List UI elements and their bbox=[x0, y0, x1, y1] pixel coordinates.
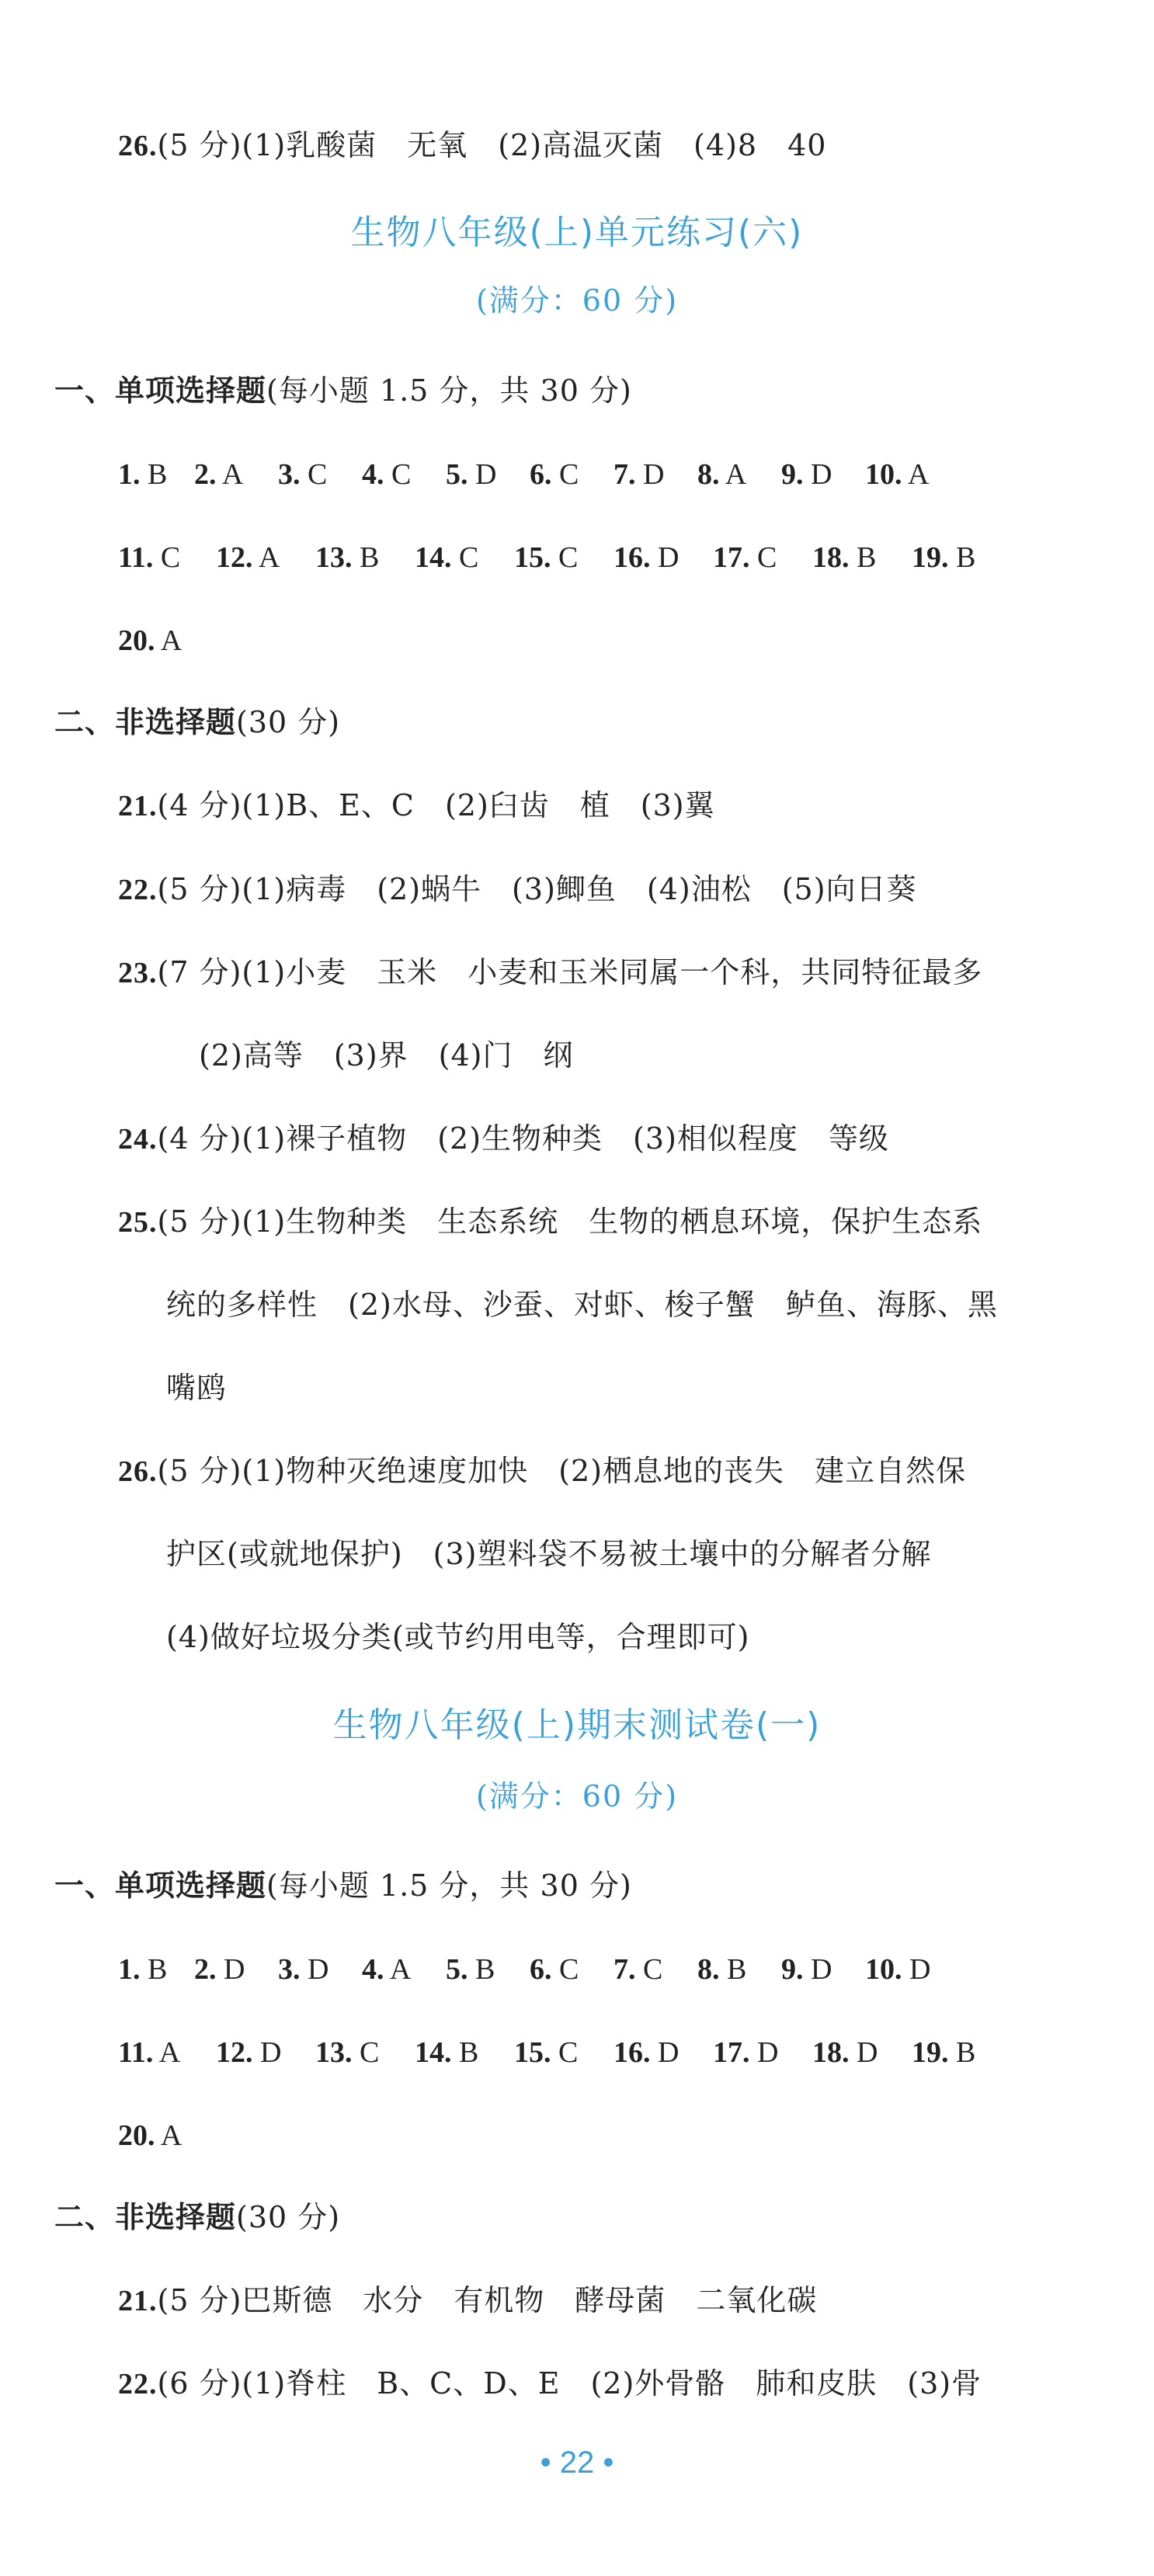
mc-answer-item bbox=[514, 2032, 578, 2072]
answer-letter: B bbox=[719, 1953, 747, 1986]
mc-answer-item bbox=[713, 2032, 778, 2072]
answer-letter: C bbox=[551, 2036, 579, 2069]
mc-answer-item bbox=[315, 537, 379, 577]
answer-q21-unit6 bbox=[118, 786, 715, 826]
question-number: 15. bbox=[514, 541, 551, 574]
mc-answer-item bbox=[216, 537, 280, 577]
answer-letter: D bbox=[902, 1953, 931, 1986]
answer-q25-unit6 bbox=[118, 1202, 982, 1242]
answer-q21-final1 bbox=[118, 2281, 817, 2320]
question-number: 10. bbox=[865, 458, 902, 491]
question-number: 14. bbox=[415, 2036, 452, 2069]
mc-answer-item bbox=[415, 537, 478, 577]
question-number: 4. bbox=[362, 1953, 384, 1986]
mc-answer-item bbox=[118, 454, 167, 494]
mc-answer-item bbox=[865, 1949, 930, 1989]
answer-letter: C bbox=[352, 2036, 380, 2069]
answer-text: (7 分)(1)小麦 玉米 小麦和玉米同属一个科，共同特征最多 bbox=[157, 955, 983, 989]
answer-letter: A bbox=[902, 458, 930, 491]
mc-header-label: 一、单项选择题 bbox=[54, 1869, 267, 1903]
answer-q23-unit6-cont: (2)高等 (3)界 (4)门 纲 bbox=[199, 1038, 574, 1072]
mc-answer-item bbox=[118, 621, 182, 660]
mc-answer-item bbox=[118, 2115, 182, 2155]
nonmc-header-unit6 bbox=[54, 703, 340, 742]
mc-answer-item bbox=[362, 454, 411, 494]
question-number: 18. bbox=[812, 541, 850, 574]
question-number: 9. bbox=[781, 458, 804, 491]
question-number: 7. bbox=[613, 1953, 636, 1986]
mc-answer-item bbox=[912, 2032, 975, 2072]
answer-text: (6 分)(1)脊柱 B、C、D、E (2)外骨骼 肺和皮肤 (3)骨 bbox=[157, 2366, 982, 2400]
answer-q26-prev bbox=[118, 126, 826, 165]
question-number: 26. bbox=[118, 1455, 158, 1488]
answer-q26-unit6-cont1: 护区(或就地保护) (3)塑料袋不易被土壤中的分解者分解 bbox=[166, 1537, 932, 1571]
answer-letter: D bbox=[635, 458, 665, 491]
mc-answer-item bbox=[118, 1949, 167, 1989]
nonmc-header-final1 bbox=[54, 2198, 340, 2237]
section-title-final1: 生物八年级(上)期末测试卷(一) bbox=[332, 1705, 822, 1745]
answer-letter: C bbox=[300, 458, 328, 491]
section-title-unit6: 生物八年级(上)单元练习(六) bbox=[350, 213, 804, 252]
question-number: 24. bbox=[118, 1123, 158, 1156]
answer-letter: B bbox=[352, 541, 380, 574]
nonmc-header-label: 二、非选择题 bbox=[54, 705, 237, 739]
question-number: 16. bbox=[613, 541, 651, 574]
answer-letter: D bbox=[650, 2036, 680, 2069]
mc-answer-item bbox=[697, 454, 746, 494]
question-number: 8. bbox=[697, 1953, 720, 1986]
answer-text: (5 分)(1)乳酸菌 无氧 (2)高温灭菌 (4)8 40 bbox=[157, 128, 827, 162]
mc-answer-item bbox=[781, 454, 832, 494]
mc-answer-item bbox=[315, 2032, 379, 2072]
answer-letter: D bbox=[468, 458, 497, 491]
answer-letter: A bbox=[216, 458, 244, 491]
mc-header-note: (每小题 1.5 分，共 30 分) bbox=[266, 374, 632, 408]
question-number: 22. bbox=[118, 2368, 158, 2400]
answer-letter: D bbox=[803, 1953, 832, 1986]
question-number: 1. bbox=[118, 1953, 141, 1986]
mc-answer-item bbox=[812, 537, 876, 577]
question-number: 16. bbox=[613, 2036, 651, 2069]
question-number: 20. bbox=[118, 2119, 155, 2152]
answer-letter: B bbox=[849, 541, 877, 574]
answer-letter: A bbox=[153, 2036, 181, 2069]
mc-answer-item bbox=[713, 537, 777, 577]
answer-letter: B bbox=[140, 1953, 168, 1986]
mc-answer-item bbox=[415, 2032, 478, 2072]
question-number: 13. bbox=[315, 541, 353, 574]
answer-letter: A bbox=[384, 1953, 412, 1986]
answer-letter: D bbox=[803, 458, 832, 491]
mc-answer-item bbox=[446, 1949, 495, 1989]
answer-letter: B bbox=[451, 2036, 479, 2069]
question-number: 23. bbox=[118, 957, 158, 989]
mc-answer-item bbox=[912, 537, 975, 577]
mc-answer-item bbox=[613, 537, 679, 577]
answer-q24-unit6 bbox=[118, 1119, 889, 1159]
answer-letter: D bbox=[252, 2036, 282, 2069]
answer-q25-unit6-cont1: 统的多样性 (2)水母、沙蚕、对虾、梭子蟹 鲈鱼、海豚、黑 bbox=[166, 1288, 998, 1322]
answer-q26-unit6 bbox=[118, 1451, 966, 1491]
question-number: 20. bbox=[118, 624, 155, 657]
mc-answer-item bbox=[194, 454, 243, 494]
answer-letter: D bbox=[300, 1953, 329, 1986]
answer-text: (4 分)(1)B、E、C (2)臼齿 植 (3)翼 bbox=[157, 788, 715, 822]
mc-answer-item bbox=[278, 454, 327, 494]
answer-q22-unit6 bbox=[118, 870, 917, 909]
nonmc-header-note: (30 分) bbox=[236, 705, 341, 739]
nonmc-header-note: (30 分) bbox=[236, 2200, 341, 2234]
answer-letter: B bbox=[140, 458, 168, 491]
mc-header-final1 bbox=[54, 1866, 632, 1905]
mc-answer-item bbox=[118, 2032, 180, 2072]
mc-answer-item bbox=[194, 1949, 245, 1989]
answer-text: (5 分)(1)生物种类 生态系统 生物的栖息环境，保护生态系 bbox=[157, 1205, 983, 1239]
answer-letter: B bbox=[468, 1953, 495, 1986]
question-number: 22. bbox=[118, 874, 158, 906]
question-number: 7. bbox=[613, 458, 636, 491]
question-number: 5. bbox=[446, 458, 468, 491]
question-number: 5. bbox=[446, 1953, 468, 1986]
answer-letter: B bbox=[948, 541, 976, 574]
answer-text: (5 分)巴斯德 水分 有机物 酵母菌 二氧化碳 bbox=[157, 2283, 818, 2317]
answer-letter: D bbox=[849, 2036, 878, 2069]
question-number: 3. bbox=[278, 1953, 301, 1986]
question-number: 14. bbox=[415, 541, 452, 574]
mc-answer-item bbox=[812, 2032, 878, 2072]
answer-text: (5 分)(1)物种灭绝速度加快 (2)栖息地的丧失 建立自然保 bbox=[157, 1454, 967, 1488]
question-number: 25. bbox=[118, 1206, 158, 1239]
question-number: 17. bbox=[713, 541, 750, 574]
answer-letter: C bbox=[551, 1953, 579, 1986]
answer-q26-unit6-cont2: (4)做好垃圾分类(或节约用电等，合理即可) bbox=[166, 1620, 750, 1654]
mc-answer-item bbox=[118, 537, 180, 577]
mc-answer-item bbox=[514, 537, 578, 577]
page-number: • 22 • bbox=[540, 2446, 614, 2480]
answer-letter: C bbox=[749, 541, 777, 574]
question-number: 17. bbox=[713, 2036, 750, 2069]
mc-answer-item bbox=[865, 454, 929, 494]
question-number: 21. bbox=[118, 2285, 158, 2317]
answer-q25-unit6-cont2: 嘴鸥 bbox=[166, 1371, 228, 1405]
answer-text: (5 分)(1)病毒 (2)蜗牛 (3)鲫鱼 (4)油松 (5)向日葵 bbox=[157, 872, 917, 906]
question-number: 19. bbox=[912, 2036, 949, 2069]
question-number: 2. bbox=[194, 458, 217, 491]
question-number: 10. bbox=[865, 1953, 902, 1986]
answer-letter: C bbox=[153, 541, 181, 574]
mc-answer-item bbox=[446, 454, 496, 494]
question-number: 26. bbox=[118, 130, 158, 162]
mc-answer-item bbox=[216, 2032, 281, 2072]
mc-header-unit6 bbox=[54, 371, 632, 410]
mc-answer-item bbox=[530, 454, 579, 494]
answer-letter: D bbox=[216, 1953, 245, 1986]
mc-answer-item bbox=[362, 1949, 411, 1989]
answer-q22-final1 bbox=[118, 2364, 982, 2404]
question-number: 19. bbox=[912, 541, 949, 574]
mc-answer-item bbox=[781, 1949, 832, 1989]
answer-letter: C bbox=[551, 541, 579, 574]
answer-letter: C bbox=[635, 1953, 663, 1986]
mc-answer-item bbox=[613, 1949, 662, 1989]
question-number: 21. bbox=[118, 790, 158, 822]
question-number: 1. bbox=[118, 458, 141, 491]
question-number: 11. bbox=[118, 2036, 154, 2069]
mc-header-note: (每小题 1.5 分，共 30 分) bbox=[266, 1869, 632, 1903]
question-number: 9. bbox=[781, 1953, 804, 1986]
mc-answer-item bbox=[530, 1949, 579, 1989]
full-score-final1: (满分：60 分) bbox=[475, 1779, 679, 1813]
nonmc-header-label: 二、非选择题 bbox=[54, 2200, 237, 2234]
question-number: 4. bbox=[362, 458, 384, 491]
mc-header-label: 一、单项选择题 bbox=[54, 374, 267, 408]
answer-text: (4 分)(1)裸子植物 (2)生物种类 (3)相似程度 等级 bbox=[157, 1121, 889, 1156]
mc-answer-item bbox=[278, 1949, 328, 1989]
answer-letter: D bbox=[749, 2036, 779, 2069]
question-number: 2. bbox=[194, 1953, 217, 1986]
question-number: 8. bbox=[697, 458, 720, 491]
question-number: 18. bbox=[812, 2036, 850, 2069]
answer-letter: C bbox=[384, 458, 412, 491]
answer-letter: C bbox=[551, 458, 579, 491]
question-number: 3. bbox=[278, 458, 301, 491]
answer-letter: A bbox=[252, 541, 280, 574]
answer-letter: A bbox=[719, 458, 747, 491]
answer-letter: A bbox=[155, 2119, 182, 2152]
answer-letter: C bbox=[451, 541, 479, 574]
question-number: 6. bbox=[530, 458, 552, 491]
question-number: 12. bbox=[216, 541, 253, 574]
question-number: 6. bbox=[530, 1953, 552, 1986]
mc-answer-item bbox=[613, 2032, 679, 2072]
full-score-unit6: (满分：60 分) bbox=[475, 283, 679, 318]
question-number: 11. bbox=[118, 541, 154, 574]
question-number: 12. bbox=[216, 2036, 253, 2069]
question-number: 15. bbox=[514, 2036, 551, 2069]
mc-answer-item bbox=[613, 454, 664, 494]
mc-answer-item bbox=[697, 1949, 746, 1989]
answer-letter: A bbox=[155, 624, 182, 657]
question-number: 13. bbox=[315, 2036, 353, 2069]
answer-q23-unit6 bbox=[118, 953, 982, 993]
answer-letter: D bbox=[650, 541, 680, 574]
answer-letter: B bbox=[948, 2036, 976, 2069]
